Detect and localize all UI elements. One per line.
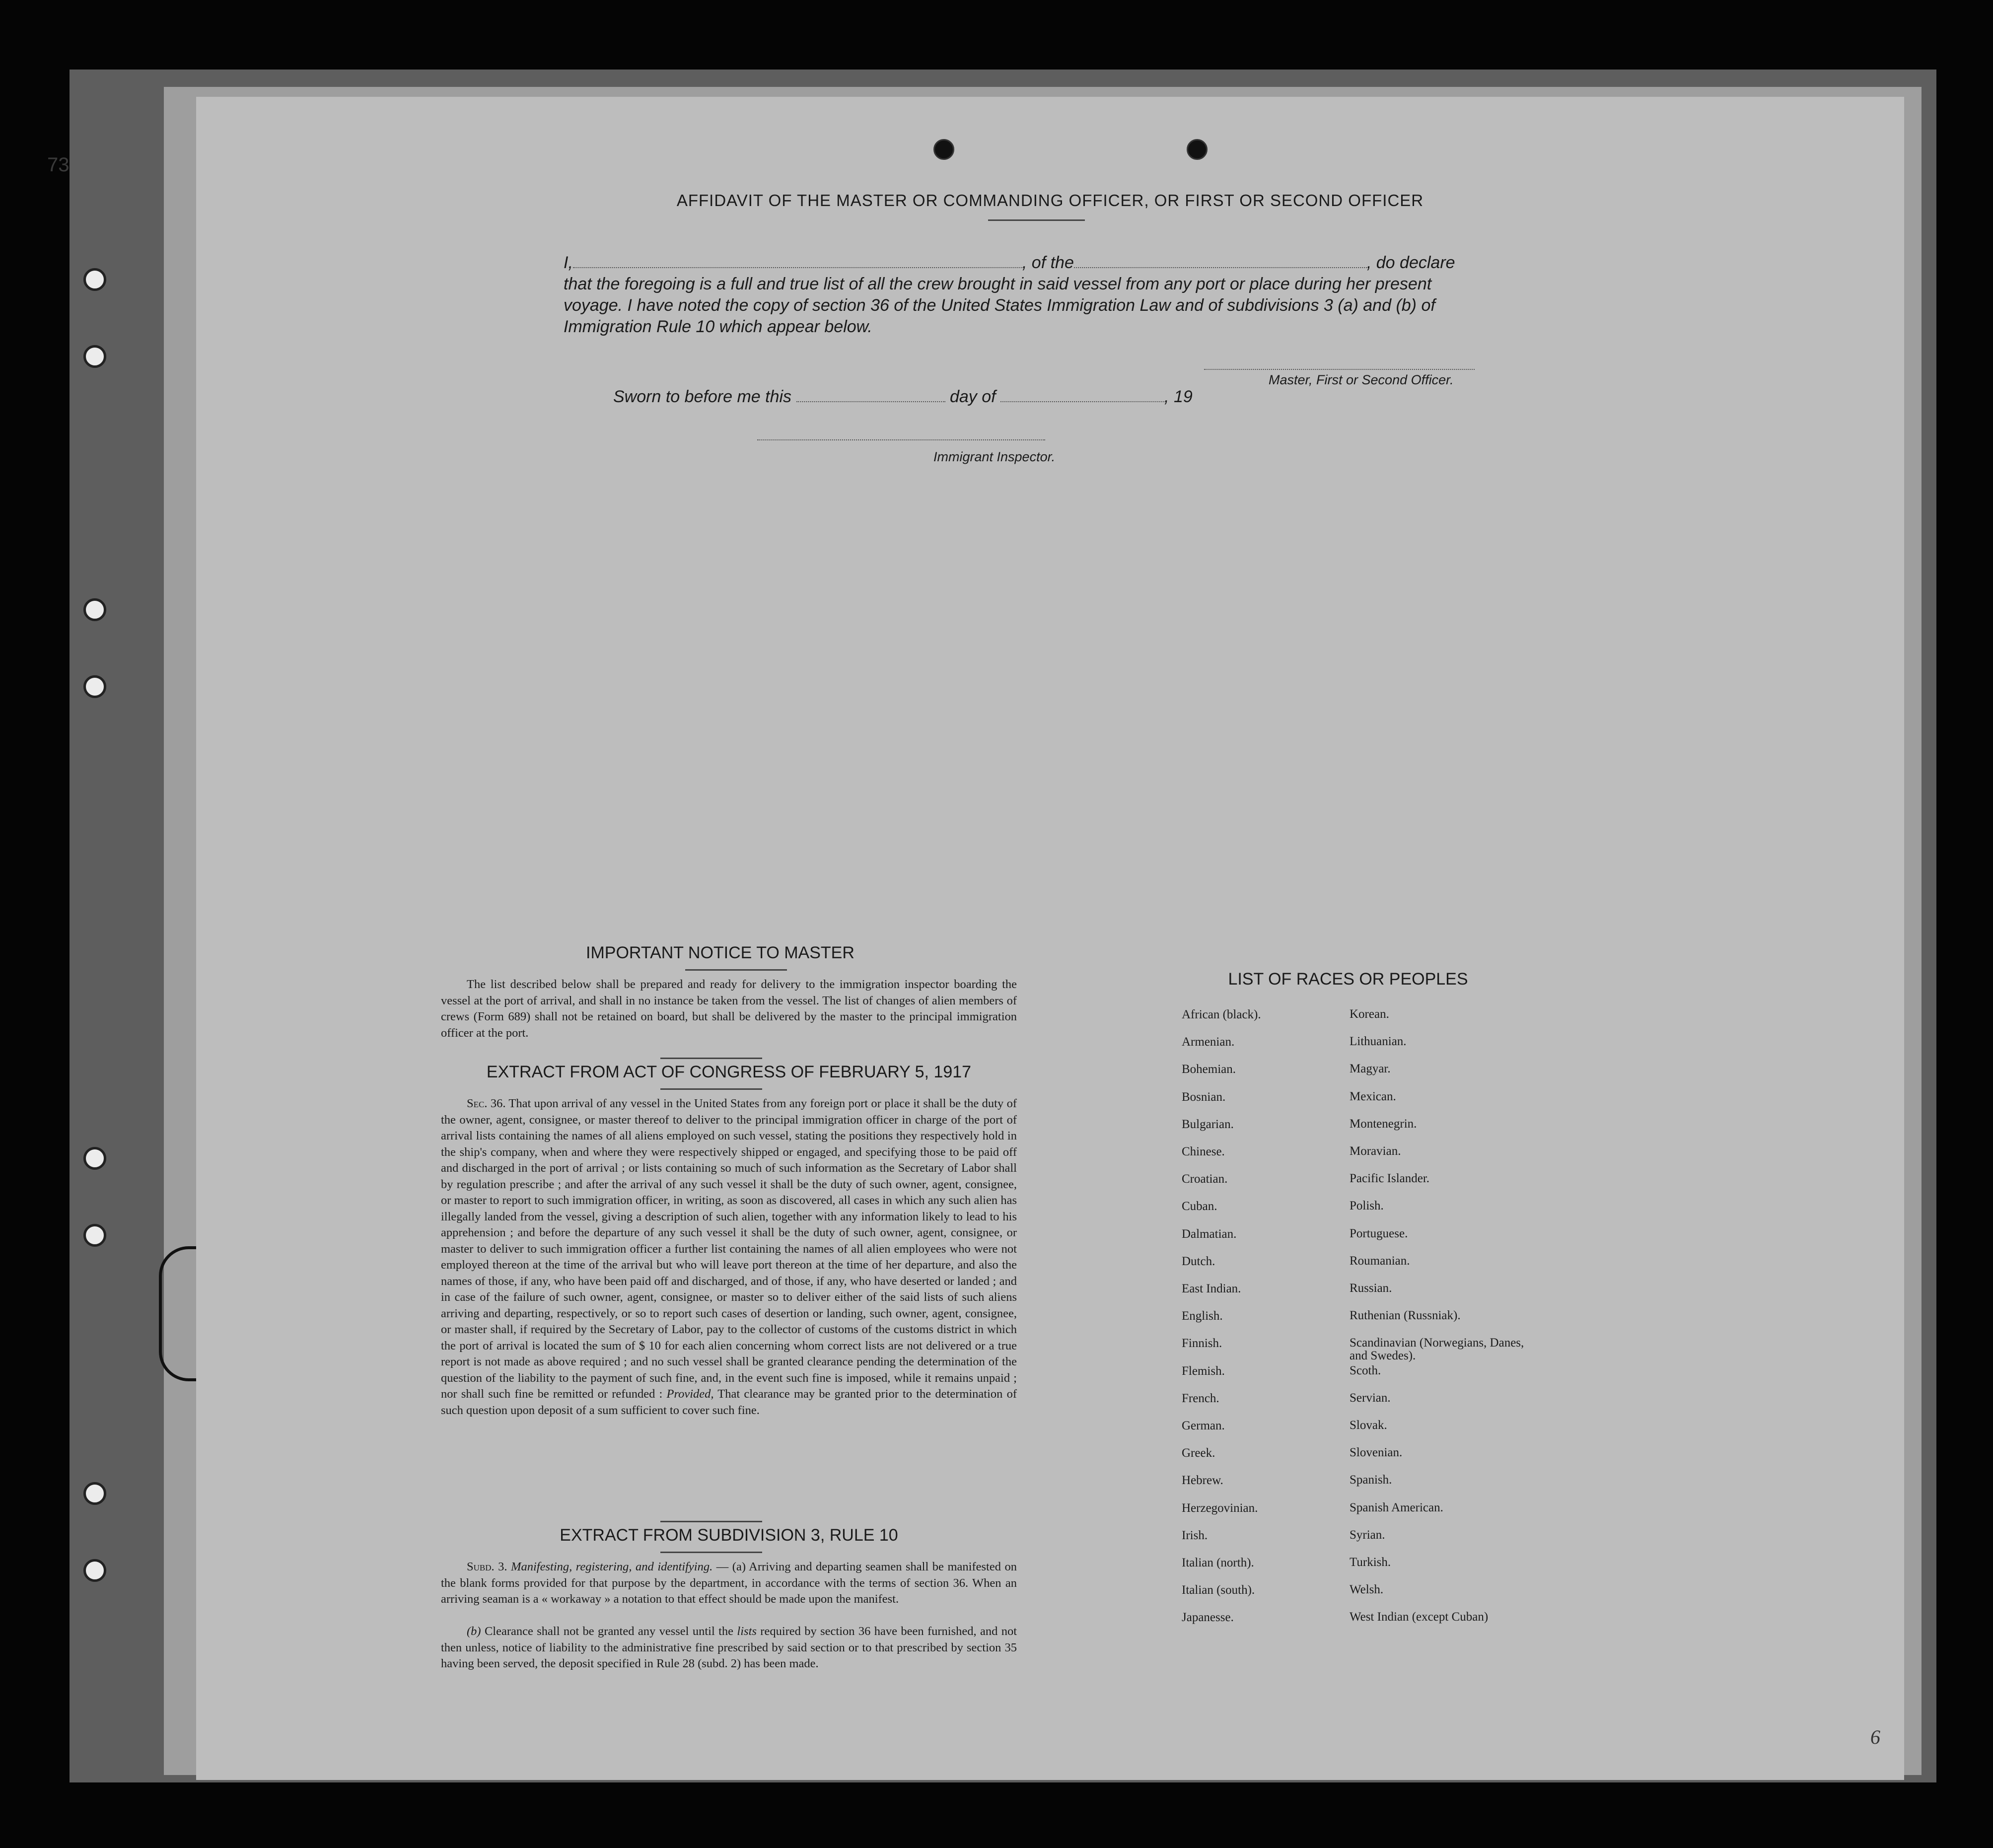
race-left: Greek. <box>1182 1446 1215 1460</box>
race-left: Italian (north). <box>1182 1556 1254 1569</box>
affidavit-line-3: voyage. I have noted the copy of section 36 of the United States Immigration Law and of subdivisions 3 (a) and (b) of <box>564 296 1435 315</box>
section-36-text <box>441 1096 1017 1419</box>
race-left: Irish. <box>1182 1528 1208 1542</box>
subd-a-text <box>441 1559 1017 1608</box>
race-right: Russian. <box>1350 1281 1392 1295</box>
extract-rule-heading: EXTRACT FROM SUBDIVISION 3, RULE 10 <box>560 1526 898 1545</box>
race-right: Mexican. <box>1350 1089 1396 1103</box>
race-right: Moravian. <box>1350 1144 1401 1158</box>
race-left: Japanesse. <box>1182 1611 1234 1625</box>
extract-act-heading: EXTRACT FROM ACT OF CONGRESS OF FEBRUARY 5, 1917 <box>486 1063 972 1081</box>
race-left: Chinese. <box>1182 1145 1225 1158</box>
race-left: Bosnian. <box>1182 1090 1226 1104</box>
year-label: , 19 <box>1164 387 1193 406</box>
inspector-signature-line[interactable] <box>757 439 1045 440</box>
binder-hole-icon <box>83 268 106 291</box>
race-left: Bulgarian. <box>1182 1117 1234 1131</box>
title-rule <box>988 219 1085 221</box>
affidavit-do-declare: , do declare <box>1366 253 1455 272</box>
binder-hole-icon <box>83 675 106 698</box>
extract-rule-bottom <box>660 1088 762 1090</box>
race-left: Dutch. <box>1182 1254 1215 1268</box>
subd-label: Subd. 3. <box>467 1560 507 1573</box>
sec-label: Sec. 36. <box>467 1097 506 1110</box>
binder-hole-icon <box>83 345 106 368</box>
affidavit-line-4: Immigration Rule 10 which appear below. <box>564 317 872 336</box>
sworn-label: Sworn to before me this <box>613 387 792 406</box>
subd-title: Manifesting, registering, and identifying. <box>511 1560 713 1573</box>
name-blank[interactable] <box>573 267 1022 268</box>
race-left: Italian (south). <box>1182 1583 1255 1597</box>
race-right: Lithuanian. <box>1350 1035 1407 1049</box>
margin-annotation: 73 <box>47 154 70 176</box>
subd-b-lists: lists <box>737 1625 757 1638</box>
affidavit-of-the: , of the <box>1022 253 1074 272</box>
rule-top <box>660 1521 762 1522</box>
affidavit-line-2: that the foregoing is a full and true list of all the crew brought in said vessel from any port or place during her present <box>564 275 1432 293</box>
sworn-line <box>613 387 1193 407</box>
inspector-signature-label: Immigrant Inspector. <box>933 449 1056 464</box>
race-left: Hebrew. <box>1182 1474 1223 1488</box>
affidavit-i: I, <box>564 253 573 272</box>
affidavit-title: AFFIDAVIT OF THE MASTER OR COMMANDING OFFICER, OR FIRST OR SECOND OFFICER <box>676 191 1424 210</box>
notice-rule <box>685 969 787 971</box>
notice-heading: IMPORTANT NOTICE TO MASTER <box>586 943 854 962</box>
race-left: French. <box>1182 1391 1219 1405</box>
race-right: Scandinavian (Norwegians, Danes, and Swedes). <box>1350 1336 1524 1363</box>
race-left: East Indian. <box>1182 1282 1241 1295</box>
race-left: English. <box>1182 1309 1223 1323</box>
race-right: Syrian. <box>1350 1528 1385 1542</box>
race-right: Magyar. <box>1350 1062 1391 1076</box>
extract-rule-top <box>660 1058 762 1059</box>
race-left: Flemish. <box>1182 1364 1225 1378</box>
master-signature-label: Master, First or Second Officer. <box>1269 372 1454 387</box>
month-blank[interactable] <box>1000 401 1164 402</box>
race-right: West Indian (except Cuban) <box>1350 1610 1489 1624</box>
vessel-blank[interactable] <box>1074 267 1367 268</box>
manifest-page <box>196 97 1904 1780</box>
binder-hole-icon <box>83 1482 106 1505</box>
master-signature-line[interactable] <box>1204 369 1475 370</box>
subd-b-2: required by section 36 have been furnished, and not then unless, notice of liability to the administrative fine prescribed by said section or to that prescribed by section 35 having been served, the deposit specified in Rule 28 (subd. 2) has been made. <box>441 1625 1017 1670</box>
race-left: Croatian. <box>1182 1172 1228 1186</box>
binder-hole-icon <box>83 598 106 621</box>
subd-b-1: Clearance shall not be granted any vessel until the <box>484 1625 734 1638</box>
race-right: Spanish American. <box>1350 1500 1443 1514</box>
races-heading: LIST OF RACES OR PEOPLES <box>1228 970 1468 989</box>
affidavit-line-1 <box>564 253 1455 273</box>
subd-b-label: (b) <box>467 1625 481 1638</box>
race-right: Pacific Islander. <box>1350 1172 1430 1186</box>
punch-hole-icon <box>1187 139 1208 160</box>
race-right: Portuguese. <box>1350 1226 1408 1240</box>
binder-hole-icon <box>83 1559 106 1582</box>
day-of-label: day of <box>949 387 996 406</box>
race-left: Dalmatian. <box>1182 1227 1237 1241</box>
race-right: Welsh. <box>1350 1583 1384 1597</box>
race-left: Herzegovinian. <box>1182 1501 1258 1515</box>
race-right: Turkish. <box>1350 1556 1391 1569</box>
binder-hole-icon <box>83 1224 106 1247</box>
race-left: Finnish. <box>1182 1337 1222 1350</box>
race-right: Ruthenian (Russniak). <box>1350 1309 1461 1323</box>
notice-text: The list described below shall be prepared and ready for delivery to the immigration inspector boarding the vessel at the port of arrival, and shall in no instance be taken from the vessel. The list of changes of alien members of crews (Form 689) shall not be retained on board, but shall be delivered by the master to the principal immigration officer at the port. <box>441 978 1017 1040</box>
subd-b-text <box>441 1624 1017 1672</box>
day-blank[interactable] <box>796 401 945 402</box>
sec-text-end: That clearance may be granted prior to the determination of such question upon deposit of a sum sufficient to cover such fine. <box>441 1387 1017 1417</box>
binder-string <box>159 1246 197 1381</box>
subd-a: — (a) Arriving and departing seamen shall be manifested on the blank forms provided for that purpose by the department, in accordance with the terms of section 36. When an arriving seaman is a « workaway » a notation to that effect should be made upon the manifest. <box>441 1560 1017 1606</box>
provided-word: Provided, <box>666 1387 714 1401</box>
race-left: Bohemian. <box>1182 1063 1236 1076</box>
rule-bottom <box>660 1552 762 1553</box>
race-right: Roumanian. <box>1350 1254 1410 1268</box>
race-right: Slovenian. <box>1350 1446 1403 1460</box>
sec-text: That upon arrival of any vessel in the United States from any foreign port or place it shall be the duty of the owner, agent, consignee, or master thereof to deliver to the principal immigration officer in charge of the port of arrival lists containing the names of all aliens employed on such vessel, stating the positions they respectively hold in the ship's company, when and where they were respectively shipped or engaged, and specifying those to be paid off and discharged in the port of arrival ; or lists containing so much of such information as the Secretary of Labor shall by regulation prescribe ; and after the arrival of any such vessel it shall be the duty of such owner, agent, consignee, or master to report to such immigration officer, in writing, as soon as discovered, all cases in which any such alien has illegally landed from the vessel, giving a description of such alien, together with any information likely to lead to his apprehension ; and before the departure of any such vessel it shall be the duty of such owner, agent, consignee, or master to deliver to such immigration officer a further list containing the names of all alien employees who were not employed thereon at the time of the arrival but who will leave port thereon at the time of her departure, and also the names of those, if any, who have been paid off and discharged, and of those, if any, who have deserted or landed ; and in case of the failure of such owner, agent, consignee, or master so to deliver either of the said lists of such aliens arriving and departing, respectively, or so to report such cases of desertion or landing, such owner, agent, consignee, or master shall, if required by the Secretary of Labor, pay to the collector of customs of the customs district in which the port of arrival is located the sum of $ 10 for each alien concerning whom correct lists are not delivered or a true report is not made as above required ; and no such vessel shall be granted clearance pending the determination of the question of the liability to the payment of such fine, and, in the event such fine is imposed, while it remains unpaid ; nor shall such fine be remitted or refunded : <box>441 1097 1017 1401</box>
race-right: Servian. <box>1350 1391 1391 1405</box>
race-right: Korean. <box>1350 1007 1389 1021</box>
race-left: African (black). <box>1182 1008 1261 1021</box>
race-right: Montenegrin. <box>1350 1117 1417 1131</box>
race-right: Spanish. <box>1350 1473 1392 1487</box>
binder-hole-icon <box>83 1147 106 1170</box>
race-left: German. <box>1182 1419 1225 1432</box>
punch-hole-icon <box>933 139 954 160</box>
race-left: Armenian. <box>1182 1035 1235 1049</box>
race-left: Cuban. <box>1182 1200 1217 1213</box>
race-right: Scoth. <box>1350 1363 1381 1377</box>
race-right: Polish. <box>1350 1199 1384 1213</box>
race-right: Slovak. <box>1350 1419 1387 1432</box>
page-number-annotation: 6 <box>1870 1726 1880 1748</box>
